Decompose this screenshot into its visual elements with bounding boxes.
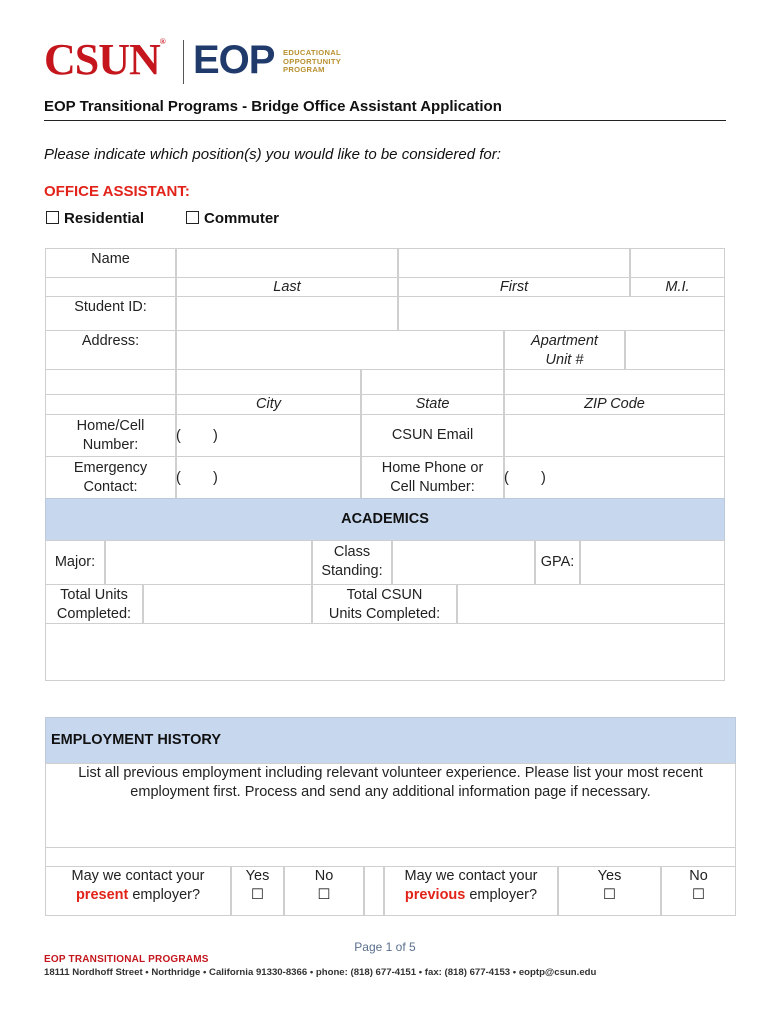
- city-caption-blank: [45, 394, 176, 415]
- office-assistant-heading: OFFICE ASSISTANT:: [44, 183, 190, 200]
- previous-yes[interactable]: Yes ☐: [558, 867, 661, 905]
- last-name-field[interactable]: [176, 248, 398, 278]
- class-standing-label: Class Standing:: [321, 544, 383, 579]
- csun-email-field[interactable]: [504, 414, 725, 457]
- gpa-field[interactable]: [580, 540, 725, 585]
- state-field[interactable]: [361, 369, 504, 395]
- footer-org: EOP TRANSITIONAL PROGRAMS: [44, 954, 209, 965]
- csun-logo: CSUN®: [44, 35, 165, 84]
- employment-instructions: List all previous employment including relevant volunteer experience. Please list your most recent employment first. Process and send any additional information page if necessary.: [78, 765, 703, 800]
- footer-address: 18111 Nordhoff Street • Northridge • California 91330-8366 • phone: (818) 677-4151 • fax: (818) 677-4153 • eoptp@csun.edu: [44, 967, 597, 978]
- total-csun-field[interactable]: [457, 584, 725, 624]
- commuter-option[interactable]: Commuter: [186, 210, 279, 227]
- employment-heading: EMPLOYMENT HISTORY: [51, 732, 221, 748]
- gpa-label: GPA:: [540, 554, 575, 570]
- eop-subtitle: EDUCATIONAL OPPORTUNITY PROGRAM: [283, 48, 342, 75]
- title-divider: [44, 120, 726, 121]
- address-label: Address:: [81, 333, 140, 349]
- previous-yes-checkbox[interactable]: ☐: [603, 887, 616, 903]
- commuter-checkbox[interactable]: [186, 211, 199, 224]
- logo-divider: [183, 40, 184, 84]
- major-label: Major:: [54, 554, 96, 570]
- mi-caption: M.I.: [665, 279, 690, 295]
- present-yes-checkbox[interactable]: ☐: [251, 887, 264, 903]
- emergency-area-code: ( ): [176, 470, 218, 486]
- first-name-field[interactable]: [398, 248, 630, 278]
- city-caption: City: [256, 396, 281, 412]
- instruction-text: Please indicate which position(s) you would like to be considered for:: [44, 146, 501, 163]
- previous-question: May we contact your previous employer?: [404, 868, 538, 903]
- document-title: EOP Transitional Programs - Bridge Office Assistant Application: [44, 98, 502, 115]
- total-units-label: Total Units Completed:: [56, 587, 132, 622]
- employment-spacer-row: [45, 847, 736, 867]
- apartment-field[interactable]: [625, 330, 725, 370]
- present-yes[interactable]: Yes ☐: [231, 867, 284, 905]
- present-no[interactable]: No ☐: [284, 867, 364, 905]
- total-units-field[interactable]: [143, 584, 312, 624]
- previous-no-checkbox[interactable]: ☐: [692, 887, 705, 903]
- home-phone-area-code: ( ): [504, 470, 546, 486]
- total-csun-label: Total CSUN Units Completed:: [328, 587, 441, 622]
- student-id-blank: [398, 296, 725, 331]
- academics-blank-row: [45, 623, 725, 681]
- apartment-label: Apartment Unit #: [531, 333, 598, 368]
- state-caption: State: [415, 396, 450, 412]
- student-id-label: Student ID:: [74, 299, 147, 315]
- page-number: Page 1 of 5: [354, 940, 416, 954]
- caption-row-blank: [45, 277, 176, 297]
- csun-email-label: CSUN Email: [391, 427, 474, 443]
- zip-field[interactable]: [504, 369, 725, 395]
- residential-option[interactable]: Residential: [46, 210, 144, 227]
- spacer-cell: [364, 866, 384, 916]
- present-no-checkbox[interactable]: ☐: [317, 887, 331, 903]
- major-field[interactable]: [105, 540, 312, 585]
- mi-field[interactable]: [630, 248, 725, 278]
- home-phone-label: Home Phone or Cell Number:: [381, 460, 484, 495]
- first-caption: First: [499, 279, 529, 295]
- academics-heading: ACADEMICS: [341, 511, 429, 527]
- student-id-field[interactable]: [176, 296, 398, 331]
- class-standing-field[interactable]: [392, 540, 535, 585]
- emergency-label: Emergency Contact:: [73, 460, 148, 495]
- home-cell-label: Home/Cell Number:: [76, 418, 145, 453]
- home-cell-area-code: ( ): [176, 428, 218, 444]
- zip-caption: ZIP Code: [584, 396, 645, 412]
- present-question: May we contact your present employer?: [71, 868, 205, 903]
- city-field[interactable]: [176, 369, 361, 395]
- last-caption: Last: [273, 279, 301, 295]
- address-field[interactable]: [176, 330, 504, 370]
- residential-checkbox[interactable]: [46, 211, 59, 224]
- previous-no[interactable]: No ☐: [661, 867, 736, 905]
- eop-logo: EOP: [193, 38, 275, 82]
- city-row-blank: [45, 369, 176, 395]
- name-label: Name: [91, 251, 130, 267]
